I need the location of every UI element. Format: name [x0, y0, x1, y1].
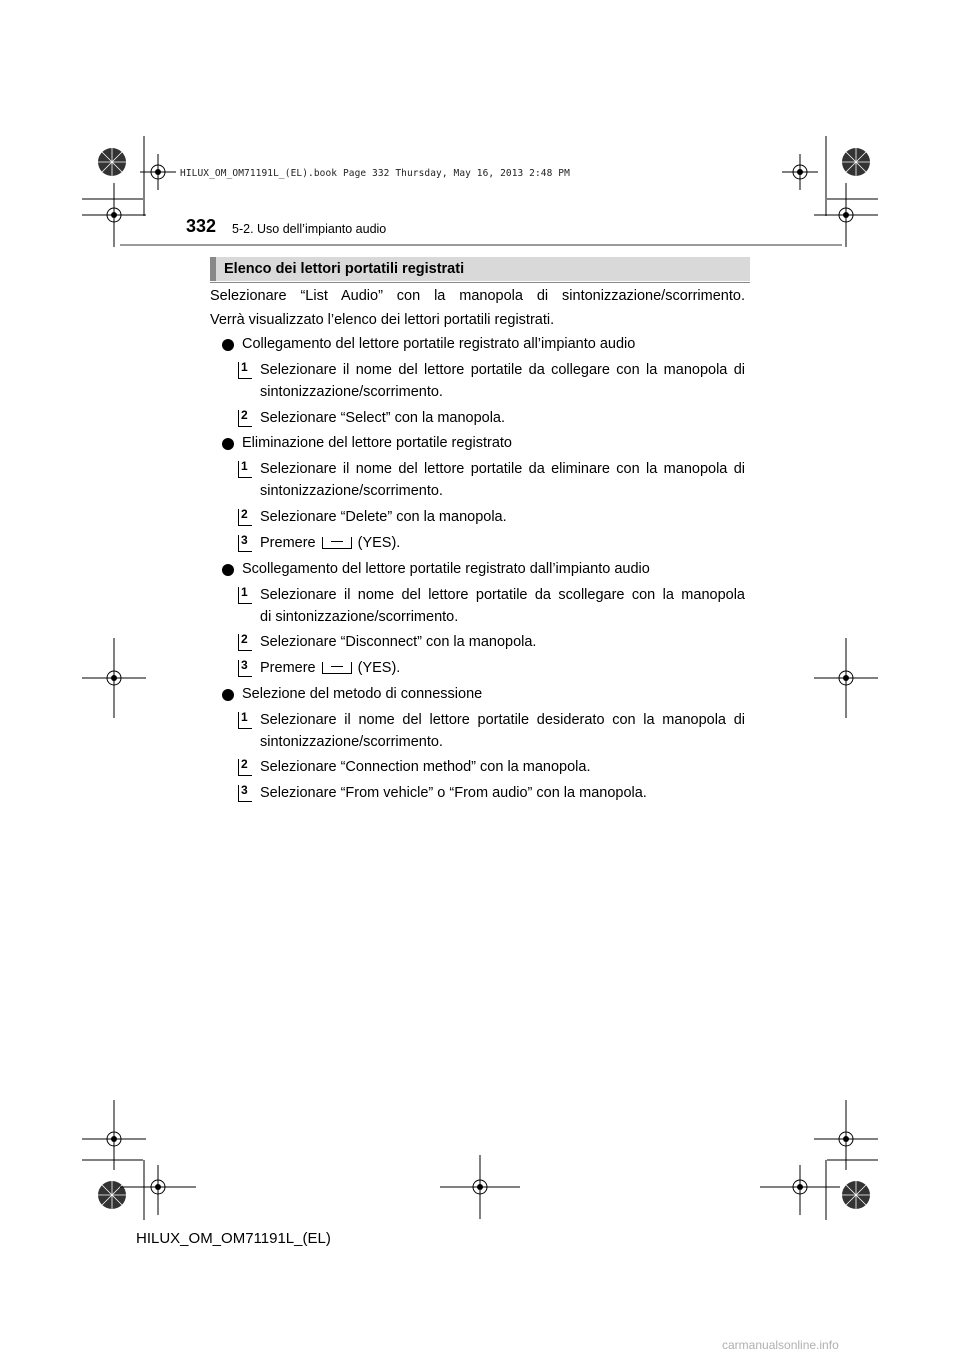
step-line: di sintonizzazione/scorrimento.: [260, 609, 459, 625]
running-header: 5-2. Uso dell’impianto audio: [232, 222, 387, 236]
step-number-box: 1: [238, 587, 252, 604]
footer-doc-code: HILUX_OM_OM71191L_(EL): [136, 1230, 331, 1247]
step-line: sintonizzazione/scorrimento.: [260, 384, 443, 400]
bullet-dot-icon: [222, 689, 234, 701]
section-rule: [210, 282, 750, 283]
header-rule: [120, 244, 842, 246]
watermark: carmanualsonline.info: [722, 1338, 839, 1352]
step-line: Selezionare “Disconnect” con la manopola.: [260, 634, 537, 650]
step-number-box: 2: [238, 509, 252, 526]
step-line: Selezionare “Select” con la manopola.: [260, 410, 506, 426]
key-button-icon: [322, 662, 352, 674]
bullet-dot-icon: [222, 564, 234, 576]
step-line: Selezionare “From vehicle” o “From audio” con la manopola.: [260, 785, 647, 801]
section-title-band: [210, 257, 750, 281]
step-number-box: 1: [238, 712, 252, 729]
step-line: sintonizzazione/scorrimento.: [260, 734, 443, 750]
step-line: Selezionare “Connection method” con la manopola.: [260, 759, 591, 775]
step-number-box: 3: [238, 785, 252, 802]
step-number-box: 1: [238, 362, 252, 379]
book-info-slug: HILUX_OM_OM71191L_(EL).book Page 332 Thursday, May 16, 2013 2:48 PM: [180, 168, 570, 179]
bullet-title: Collegamento del lettore portatile registrato all’impianto audio: [242, 336, 636, 352]
bullet-dot-icon: [222, 339, 234, 351]
step-number-box: 2: [238, 634, 252, 651]
intro-line: Selezionare “List Audio” con la manopola di sintonizzazione/scorrimento.: [210, 288, 745, 304]
bullet-title: Selezione del metodo di connessione: [242, 686, 483, 702]
step-line: Selezionare il nome del lettore portatile da scollegare con la manopola: [260, 587, 745, 603]
step-number-box: 3: [238, 535, 252, 552]
step-number-box: 2: [238, 410, 252, 427]
step-line: Selezionare “Delete” con la manopola.: [260, 509, 507, 525]
step-line: Premere (YES).: [260, 535, 401, 551]
step-line: Selezionare il nome del lettore portatile da eliminare con la manopola di: [260, 461, 745, 477]
section-title: Elenco dei lettori portatili registrati: [224, 261, 465, 277]
step-line: Selezionare il nome del lettore portatile desiderato con la manopola di: [260, 712, 745, 728]
bullet-title: Eliminazione del lettore portatile registrato: [242, 435, 512, 451]
page-number: 332: [186, 216, 217, 236]
bullet-dot-icon: [222, 438, 234, 450]
bullet-title: Scollegamento del lettore portatile registrato dall’impianto audio: [242, 561, 650, 577]
step-line: Selezionare il nome del lettore portatile da collegare con la manopola di: [260, 362, 745, 378]
step-number-box: 1: [238, 461, 252, 478]
step-number-box: 3: [238, 660, 252, 677]
step-line: sintonizzazione/scorrimento.: [260, 483, 443, 499]
step-number-box: 2: [238, 759, 252, 776]
key-button-icon: [322, 537, 352, 549]
step-line: Premere (YES).: [260, 660, 401, 676]
intro-line: Verrà visualizzato l’elenco dei lettori portatili registrati.: [210, 312, 555, 328]
